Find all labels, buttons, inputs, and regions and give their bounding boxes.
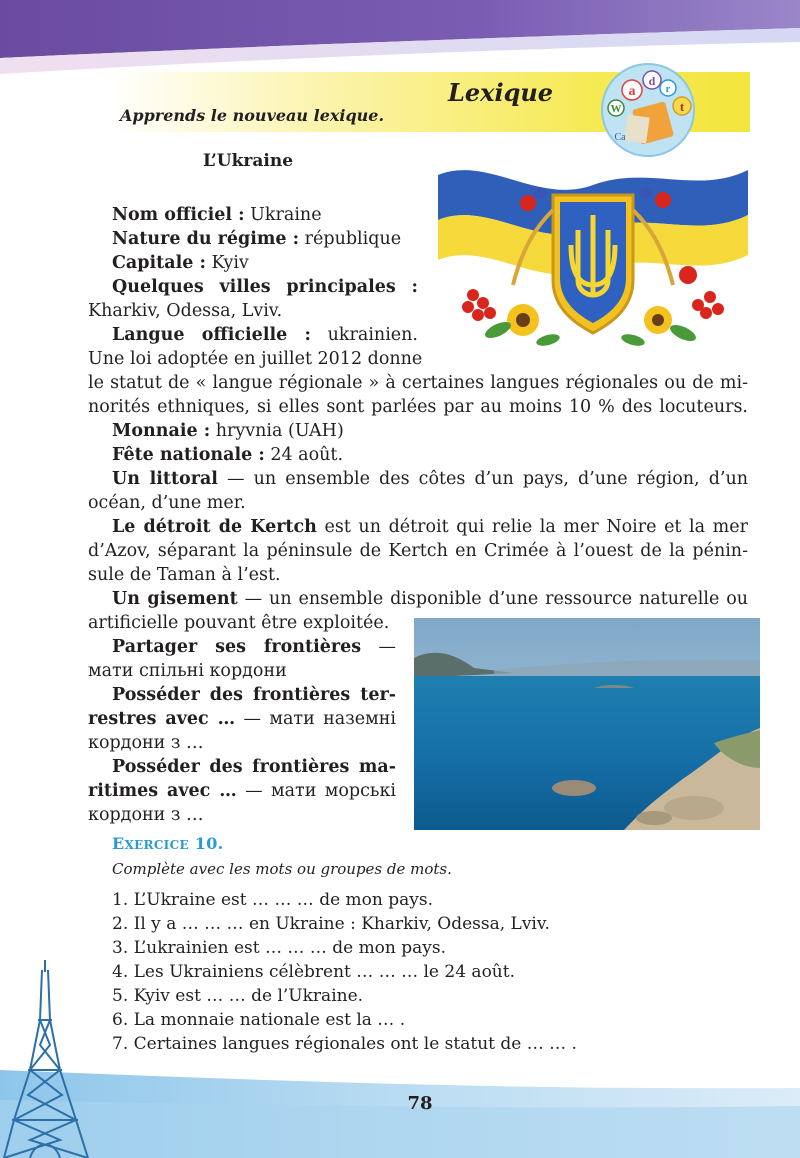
exercise-item: 4. Les Ukrainiens célèbrent … … … le 24 août. (112, 962, 515, 982)
entry-villes-list: Kharkiv, Odessa, Lviv. (88, 301, 283, 321)
exercise-item: 5. Kyiv est … … de l’Ukraine. (112, 986, 364, 1006)
lexique-title: Lexique (448, 78, 554, 107)
entry-maritimes-line2: ritimes avec … — мати морські (88, 781, 396, 801)
exercise-list (112, 888, 577, 1056)
entry-langue: Langue officielle : ukrainien. (112, 325, 418, 345)
entry-maritimes-line3: кордони з … (88, 805, 204, 825)
lexique-instruction: Apprends le nouveau lexique. (120, 106, 385, 125)
entry-nature-regime: Nature du régime : république (112, 229, 402, 249)
entry-partager: Partager ses frontières — (112, 637, 396, 657)
svg-text:Ca: Ca (614, 132, 626, 143)
entry-gisement: Un gisement — un ensemble disponible d’une ressource naturelle ou (112, 589, 749, 609)
entry-langue-line4: norités ethniques, si elles sont parlées par au moins 10 % des locuteurs. (88, 397, 748, 417)
entry-kertch-line3: sule de Taman à l’est. (88, 565, 281, 585)
entry-littoral: Un littoral — un ensemble des côtes d’un pays, d’une région, d’un (112, 469, 748, 489)
svg-text:t: t (679, 99, 685, 114)
exercise-item: 1. L’Ukraine est … … … de mon pays. (112, 890, 434, 910)
ukraine-emblem-image (428, 155, 758, 365)
exercise-item: 3. L’ukrainien est … … … de mon pays. (112, 938, 447, 958)
exercise-item: 2. Il y a … … … en Ukraine : Kharkiv, Odessa, Lviv. (112, 914, 550, 934)
entry-monnaie: Monnaie : hryvnia (UAH) (112, 421, 344, 441)
entry-langue-line2: Une loi adoptée en juillet 2012 donne (88, 349, 423, 369)
entry-capitale: Capitale : Kyiv (112, 253, 249, 273)
exercise-item: 7. Certaines langues régionales ont le statut de … … . (112, 1034, 577, 1054)
entry-kertch-line2: d’Azov, séparant la péninsule de Kertch en Crimée à l’ouest de la pénin- (88, 541, 748, 561)
entry-terrestres-line2: restres avec … — мати наземні (88, 709, 396, 729)
entry-terrestres: Posséder des frontières ter- (112, 685, 396, 705)
entry-gisement-line2: artificielle pouvant être exploitée. (88, 613, 390, 633)
svg-text:W: W (610, 103, 622, 115)
svg-text:a: a (628, 84, 636, 99)
eiffel-tower-icon (0, 960, 110, 1158)
entry-kertch: Le détroit de Kertch est un détroit qui relie la mer Noire et la mer (112, 517, 748, 537)
exercise-title: EXERCICE 10. (112, 834, 224, 853)
entry-partager-translation: мати спільні кордони (88, 661, 287, 681)
entry-maritimes: Posséder des frontières ma- (112, 757, 396, 777)
entry-villes: Quelques villes principales : (112, 277, 418, 297)
entry-terrestres-line3: кордони з … (88, 733, 204, 753)
entry-littoral-line2: océan, d’une mer. (88, 493, 246, 513)
section-title: L’Ukraine (203, 151, 294, 171)
svg-text:r: r (665, 83, 671, 95)
alphabet-badge-icon (598, 60, 698, 160)
svg-text:d: d (648, 74, 656, 88)
entry-nom-officiel: Nom officiel : Ukraine (112, 205, 322, 225)
exercise-item: 6. La monnaie nationale est la … . (112, 1010, 406, 1030)
coastline-photo (414, 618, 760, 830)
page-number: 78 (407, 1093, 433, 1114)
entry-langue-line3: le statut de « langue régionale » à certaines langues régionales ou de mi- (88, 373, 748, 393)
entry-fete: Fête nationale : 24 août. (112, 445, 344, 465)
exercise-instruction: Complète avec les mots ou groupes de mots. (112, 860, 452, 878)
